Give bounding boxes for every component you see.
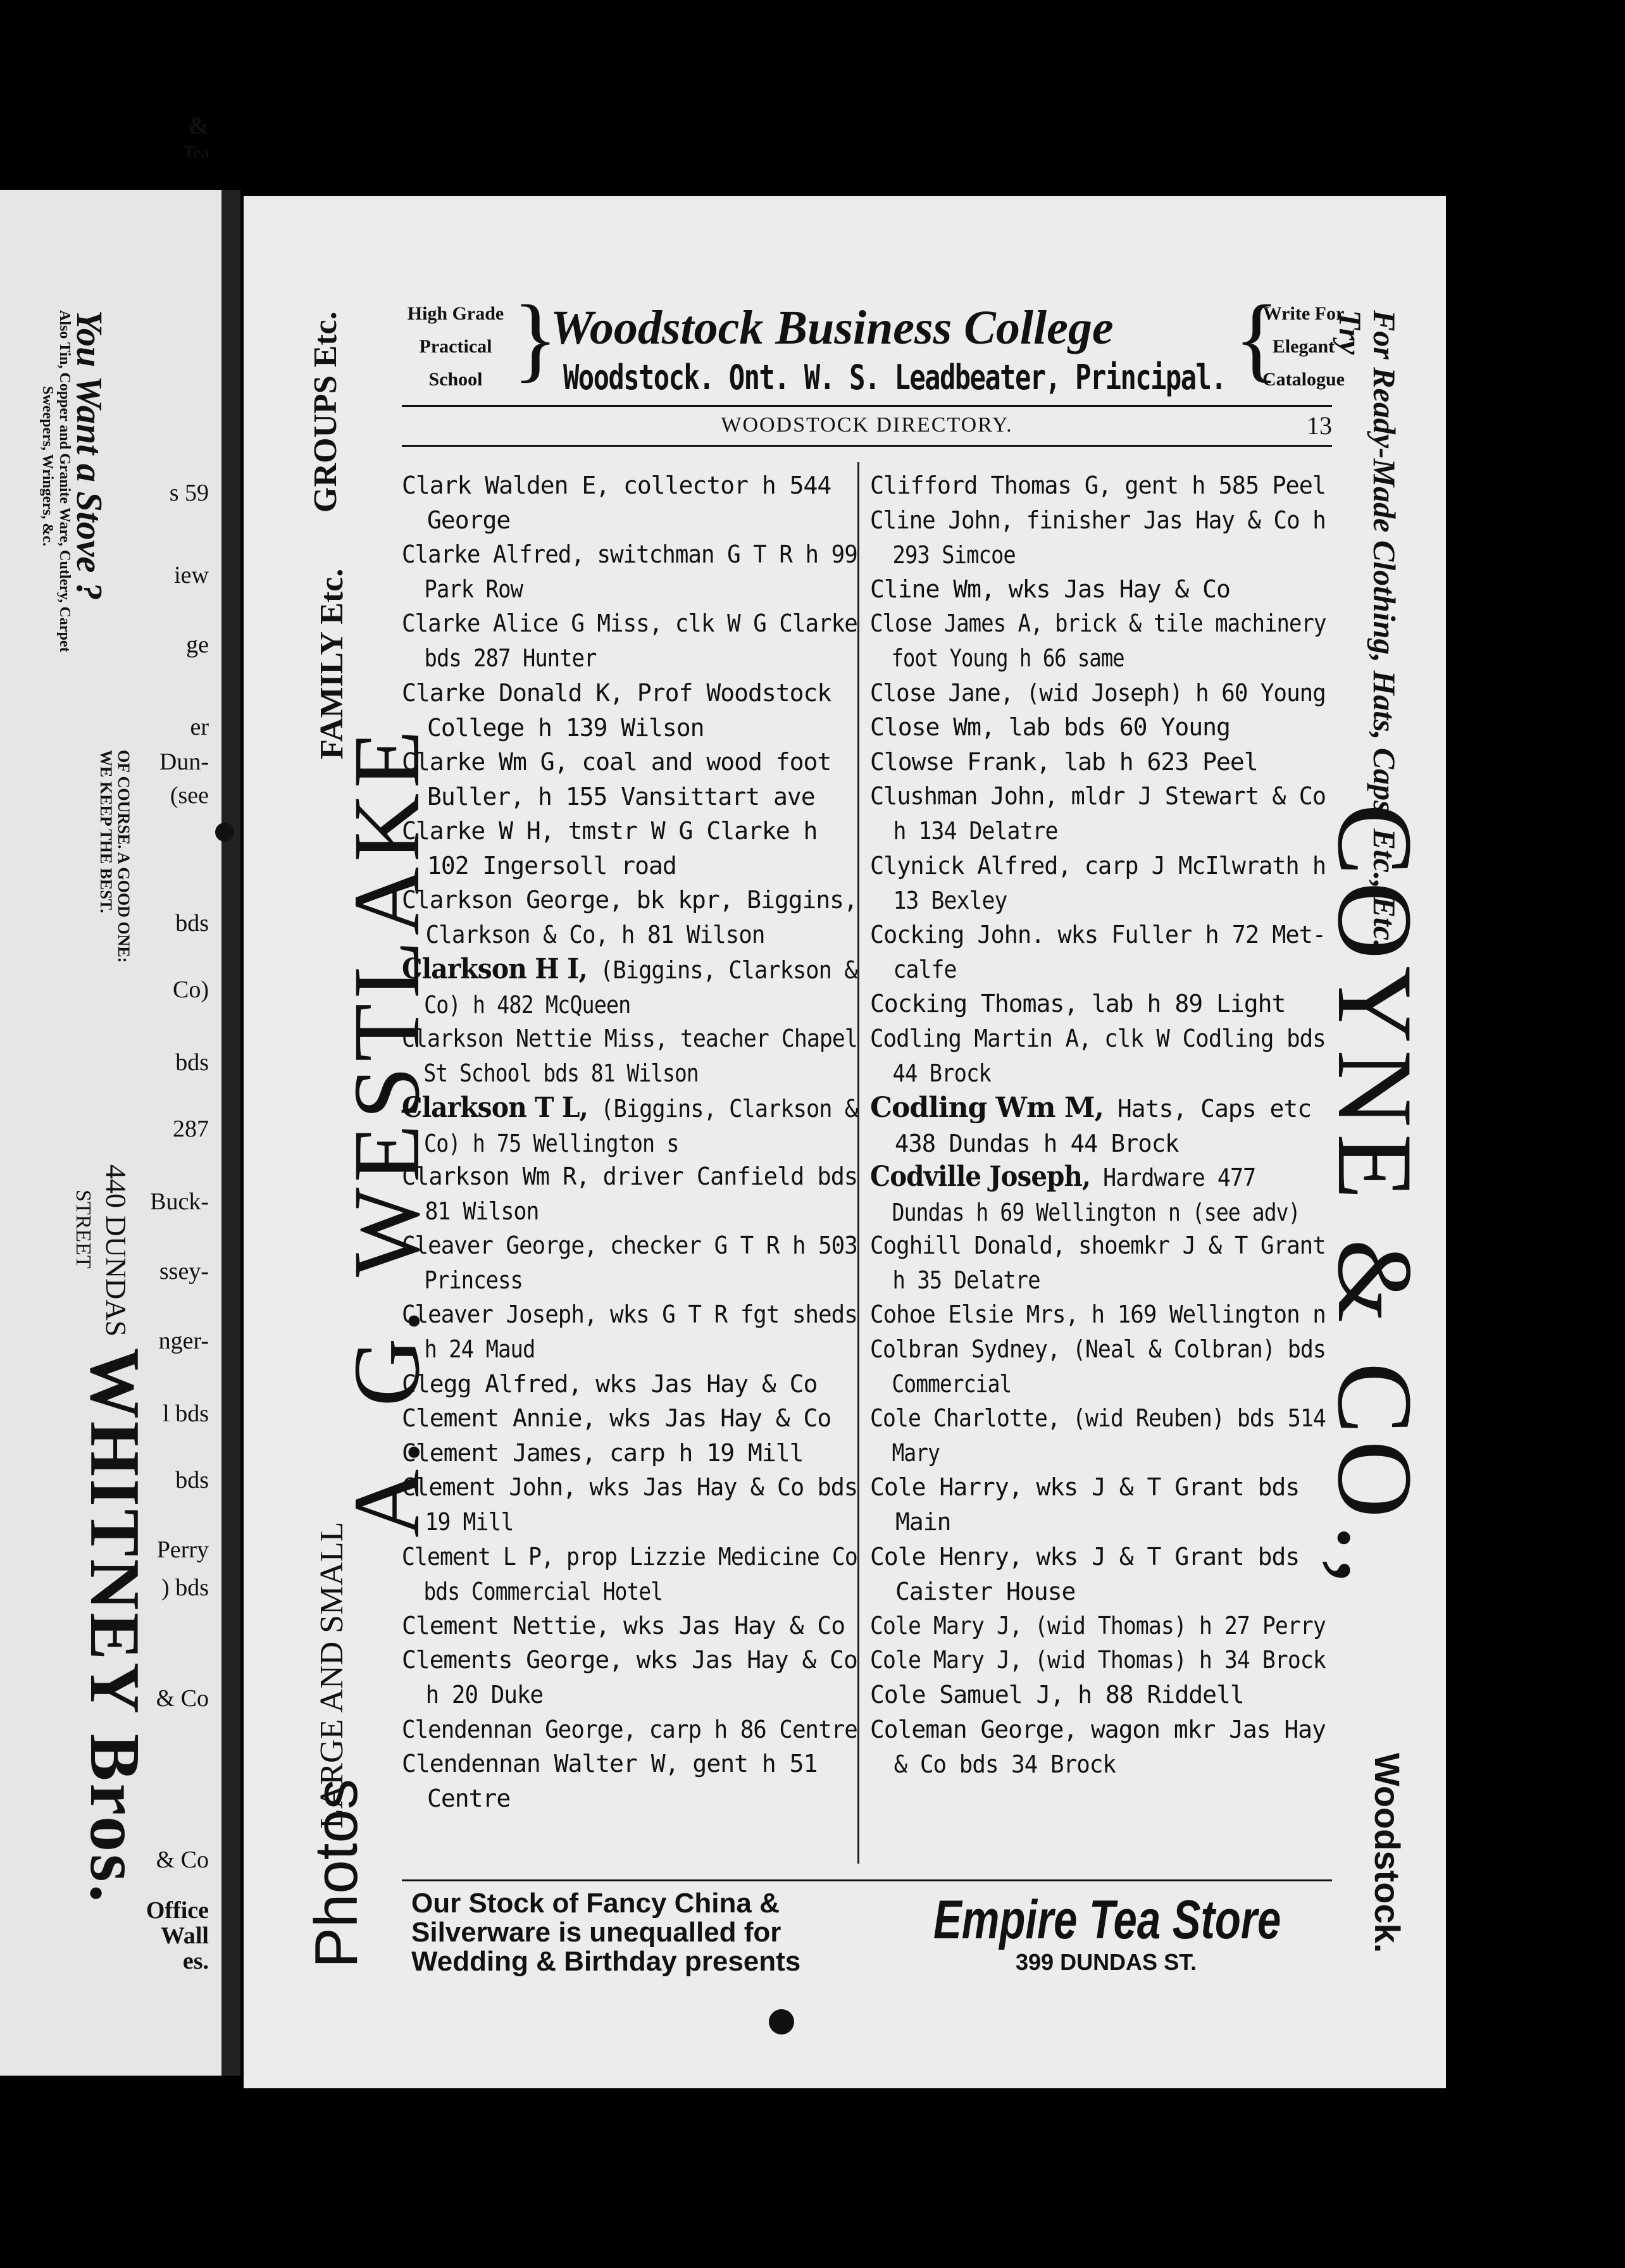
directory-entry [870, 1228, 1355, 1298]
directory-entry [870, 1090, 1311, 1161]
entry-line-2: Park Row [424, 575, 523, 604]
directory-entry [402, 1712, 887, 1747]
left-brace: } [513, 286, 558, 391]
entry-line-1: Clarke Alfred, switchman G T R h 99 [402, 540, 857, 569]
college-advertisement [402, 286, 1345, 399]
directory-entry [870, 1401, 1369, 1471]
ink-blot [769, 2009, 794, 2034]
entry-line-1 [402, 1090, 857, 1126]
entry-line-2: 13 Bexley [893, 886, 1007, 914]
directory-entry [870, 1712, 1327, 1782]
entry-line-2: & Co bds 34 Brock [893, 1750, 1116, 1778]
facing-page-fragment: ) bds [161, 1574, 209, 1601]
facing-page-fragment: Wall [160, 1922, 209, 1949]
directory-entry [402, 1297, 887, 1367]
directory-entry [402, 1643, 859, 1712]
entry-bold-name: Clarkson H I, [402, 953, 587, 986]
entry-line-2: bds 287 Hunter [424, 644, 597, 673]
entry-line-2: College h 139 Wilson [427, 713, 704, 742]
entry-line-2: h 134 Delatre [893, 817, 1058, 845]
entry-line-2: 81 Wilson [425, 1197, 539, 1225]
running-title: WOODSTOCK DIRECTORY. [721, 413, 1013, 437]
directory-entry [402, 1367, 817, 1402]
entry-line-2: 293 Simcoe [892, 540, 1016, 569]
entry-line-2: 19 Mill [425, 1508, 514, 1536]
directory-entry [870, 1159, 1366, 1230]
china-ad-line: Silverware is unequalled for [411, 1917, 781, 1948]
entry-line-1: Clarkson George, bk kpr, Biggins, [402, 886, 857, 914]
entry-line-1: Close Wm, lab bds 60 Young [870, 713, 1230, 742]
tea-store-address: 399 DUNDAS ST. [1016, 1949, 1197, 1975]
directory-entry [870, 1643, 1369, 1678]
column-divider [857, 462, 859, 1864]
entry-line-1: Coleman George, wagon mkr Jas Hay [870, 1715, 1326, 1743]
coyne-tagline: For Ready-Made Clothing, Hats, Caps, Etc., Etc. Try [1333, 310, 1402, 949]
facing-page-fragment: bds [175, 1049, 209, 1076]
entry-line-1: Cline Wm, wks Jas Hay & Co [870, 575, 1230, 603]
entry-line-2: Commercial [892, 1370, 1012, 1398]
directory-entry [402, 1747, 817, 1816]
directory-entry [870, 468, 1341, 503]
directory-entry [402, 883, 859, 952]
entry-line-1-rest: (Biggins, Clarkson & [587, 956, 857, 985]
stove-ad-subline-1: Also Tin, Copper and Granite Ware, Cutlery, Carpet [56, 310, 73, 652]
college-right-line: Catalogue [1262, 369, 1345, 390]
stove-ad-address: 440 DUNDAS [100, 1164, 132, 1337]
facing-page-fragment: Tea [183, 143, 209, 163]
directory-entry [870, 1470, 1299, 1540]
college-right-line: Write For [1262, 303, 1345, 324]
directory-entry [870, 779, 1341, 849]
entry-line-2: Main [895, 1508, 951, 1536]
entry-line-2: h 35 Delatre [892, 1266, 1040, 1295]
china-ad-line: Our Stock of Fancy China & [411, 1888, 780, 1919]
westlake-family: FAMILY Etc. [314, 568, 350, 759]
directory-entry [870, 1609, 1369, 1643]
college-left-line: Practical [419, 336, 492, 357]
directory-entry [870, 849, 1341, 918]
stove-ad-firm: WHITNEY Bros. [75, 1348, 154, 1905]
entry-line-2: calfe [893, 955, 957, 983]
entry-line-1: Clement L P, prop Lizzie Medicine Co [402, 1542, 857, 1571]
entry-line-1 [402, 952, 857, 988]
directory-entry [402, 1021, 900, 1091]
entry-line-1: Colbran Sydney, (Neal & Colbran) bds [870, 1335, 1326, 1363]
entry-line-1: Clarke Wm G, coal and wood foot [402, 747, 831, 776]
tea-store-name: Empire Tea Store [933, 1890, 1281, 1950]
entry-line-1: Cohoe Elsie Mrs, h 169 Wellington n [870, 1300, 1326, 1329]
facing-page-fragment: bds [175, 1467, 209, 1493]
directory-entry [402, 952, 892, 1023]
college-right-line: Elegant [1272, 336, 1335, 357]
directory-entry [402, 1401, 831, 1436]
entry-line-2: Centre [427, 1785, 511, 1813]
directory-entry [870, 710, 1230, 745]
facing-page-fragment: (see [170, 782, 209, 809]
entry-line-1: Clement James, carp h 19 Mill [402, 1438, 804, 1467]
entry-line-2: Princess [424, 1266, 523, 1295]
westlake-name: A. G. WESTLAKE [334, 725, 439, 1538]
entry-line-1: Cole Henry, wks J & T Grant bds [870, 1542, 1300, 1571]
directory-entry [870, 572, 1230, 607]
directory-page [244, 196, 1446, 2088]
facing-page-fragment: er [190, 714, 209, 740]
entry-line-2: Co) h 482 McQueen [424, 991, 631, 1019]
directory-entry [402, 1436, 803, 1471]
directory-entry [870, 606, 1382, 676]
directory-entry [870, 918, 1341, 987]
directory-entry [402, 814, 817, 883]
entry-line-1: Clarke W H, tmstr W G Clarke h [402, 817, 818, 845]
entry-line-1: Clement Annie, wks Jas Hay & Co [402, 1404, 831, 1433]
entry-line-1: Clarke Alice G Miss, clk W G Clarke [402, 609, 857, 638]
directory-entry [870, 1021, 1355, 1091]
entry-line-2: Caister House [895, 1577, 1076, 1605]
entry-line-2: 438 Dundas h 44 Brock [895, 1129, 1179, 1157]
entry-line-2: foot Young h 66 same [891, 644, 1124, 673]
directory-entry [870, 1332, 1369, 1402]
facing-page-fragment: ge [186, 632, 209, 658]
directory-entry [870, 503, 1355, 573]
directory-entry [402, 1540, 900, 1609]
ink-blot [215, 823, 234, 842]
facing-page-fragment: & Co [156, 1847, 209, 1873]
entry-line-1-rest: Hats, Caps etc [1103, 1094, 1312, 1123]
entry-line-1: Close Jane, (wid Joseph) h 60 Young [870, 678, 1326, 707]
directory-entry [402, 468, 831, 538]
directory-entry [870, 1678, 1244, 1712]
directory-entry [402, 676, 831, 745]
facing-page-fragment: Office [146, 1897, 209, 1924]
college-principal-line: Woodstock. Ont. W. S. Leadbeater, Principal. [563, 358, 1226, 397]
stove-ad-note-1: OF COURSE. A GOOD ONE: [115, 750, 133, 963]
entry-line-1: Cocking John. wks Fuller h 72 Met- [870, 920, 1326, 949]
entry-line-1: Cole Mary J, (wid Thomas) h 34 Brock [870, 1646, 1326, 1674]
running-head [402, 405, 1332, 447]
facing-page-fragment: es. [182, 1948, 209, 1974]
entry-line-1: Clarkson Nettie Miss, teacher Chapel [402, 1024, 857, 1052]
bottom-rule [402, 1879, 1332, 1881]
facing-page-fragment: bds [175, 910, 209, 937]
entry-line-1: Clarke Donald K, Prof Woodstock [402, 678, 831, 707]
entry-line-1: Cole Mary J, (wid Thomas) h 27 Perry [870, 1611, 1326, 1640]
entry-line-2: bds Commercial Hotel [423, 1577, 663, 1605]
entry-line-1: Cole Samuel J, h 88 Riddell [870, 1681, 1244, 1709]
directory-entry [402, 1159, 873, 1229]
china-ad-line: Wedding & Birthday presents [411, 1946, 801, 1977]
entry-bold-name: Codling Wm M, [870, 1091, 1104, 1124]
directory-entry [402, 537, 887, 607]
entry-line-1: Clegg Alfred, wks Jas Hay & Co [402, 1369, 818, 1398]
entry-line-1: Cline John, finisher Jas Hay & Co h [870, 506, 1326, 534]
coyne-town: Woodstock. [1367, 1753, 1407, 1953]
stove-ad-street: STREET [72, 1190, 95, 1269]
facing-page-fragment: iew [174, 562, 209, 589]
entry-line-2: 102 Ingersoll road [427, 852, 676, 880]
entry-line-1: Clement Nettie, wks Jas Hay & Co [402, 1611, 845, 1640]
entry-line-1: Close James A, brick & tile machinery [870, 609, 1326, 638]
entry-line-1: Cleaver George, checker G T R h 503 [402, 1231, 857, 1260]
entry-line-1-rest: (Biggins, Clarkson & [587, 1094, 858, 1123]
entry-line-2: St School bds 81 Wilson [423, 1059, 699, 1087]
facing-page-fragment: nger- [158, 1328, 209, 1354]
facing-page-fragment: Perry [156, 1536, 209, 1563]
facing-page-fragment: ssey- [159, 1258, 209, 1285]
directory-entry [402, 745, 831, 814]
entry-line-1: Cole Charlotte, (wid Reuben) bds 514 [870, 1404, 1326, 1433]
college-left-line: High Grade [407, 303, 504, 324]
directory-entry [402, 1228, 887, 1298]
entry-line-2: 44 Brock [892, 1059, 991, 1087]
facing-page-fragment: Co) [173, 976, 209, 1003]
westlake-groups: GROUPS Etc. [308, 311, 344, 513]
directory-entry [870, 1540, 1299, 1609]
directory-entry [402, 1470, 873, 1540]
directory-entry [402, 1090, 893, 1161]
entry-line-1: Clendennan Walter W, gent h 51 [402, 1750, 818, 1778]
stove-ad-headline: You Want a Stove ? [69, 310, 110, 601]
entry-line-1: Clynick Alfred, carp J McIlwrath h [870, 851, 1326, 880]
right-brace: { [1234, 286, 1279, 391]
entry-line-1: Cocking Thomas, lab h 89 Light [870, 990, 1286, 1018]
entry-bold-name: Codville Joseph, [870, 1161, 1091, 1193]
directory-entry [402, 606, 887, 676]
facing-page-fragment: & [189, 113, 209, 139]
facing-page-fragment: l bds [163, 1400, 209, 1427]
facing-page-fragment: Buck- [150, 1188, 209, 1215]
entry-line-1: Cleaver Joseph, wks G T R fgt sheds [402, 1300, 857, 1329]
entry-line-2: h 24 Maud [424, 1335, 535, 1364]
entry-line-1: Clendennan George, carp h 86 Centre [402, 1715, 857, 1743]
directory-entry [870, 987, 1285, 1021]
entry-bold-name: Clarkson T L, [402, 1091, 588, 1124]
entry-line-1: Clifford Thomas G, gent h 585 Peel [870, 471, 1326, 499]
college-name: Woodstock Business College [551, 301, 1114, 354]
entry-line-1: Clushman John, mldr J Stewart & Co [870, 782, 1326, 811]
facing-page-fragment: & Co [156, 1685, 209, 1712]
facing-page-left [0, 113, 221, 2076]
entry-line-2: Clarkson & Co, h 81 Wilson [425, 921, 765, 949]
entry-line-1: Clement John, wks Jas Hay & Co bds [402, 1473, 858, 1502]
entry-line-1: Clarkson Wm R, driver Canfield bds [402, 1162, 858, 1190]
entry-line-1: Coghill Donald, shoemkr J & T Grant [870, 1231, 1326, 1260]
entry-line-1 [870, 1090, 1311, 1126]
facing-page-fragment: Dun- [159, 749, 209, 775]
entry-line-1: Cole Harry, wks J & T Grant bds [870, 1473, 1300, 1502]
westlake-large-small: LARGE AND SMALL [314, 1521, 350, 1829]
entry-line-1: Clowse Frank, lab h 623 Peel [870, 747, 1258, 776]
entry-line-2: Buller, h 155 Vansittart ave [427, 782, 815, 811]
directory-entry [402, 1609, 845, 1643]
directory-entry [870, 1297, 1355, 1332]
page-gutter [221, 190, 240, 2076]
stove-ad-subline-2: Sweepers, Wringers, &c. [39, 386, 56, 547]
entry-line-1: Clements George, wks Jas Hay & Co [402, 1646, 857, 1674]
entry-line-2: Dundas h 69 Wellington n (see adv) [892, 1199, 1300, 1226]
directory-entry [870, 745, 1258, 780]
entry-line-1: Codling Martin A, clk W Codling bds [870, 1024, 1326, 1052]
facing-page-fragment: s 59 [169, 480, 209, 506]
directory-entry [870, 676, 1355, 711]
college-left-line: School [428, 369, 483, 390]
entry-line-2: Mary [892, 1439, 940, 1467]
page-number: 13 [1307, 411, 1332, 440]
entry-line-1 [870, 1159, 1326, 1195]
coyne-name: COYNE & CO., [1316, 804, 1435, 1591]
entry-line-2: George [427, 506, 511, 534]
stove-ad-note-2: WE KEEP THE BEST. [97, 750, 115, 913]
entry-line-2: h 20 Duke [425, 1681, 544, 1709]
entry-line-1: Clark Walden E, collector h 544 [402, 471, 831, 499]
college-left-box [402, 297, 509, 396]
westlake-photos: Photos [302, 1779, 370, 1968]
facing-page-fragment: 287 [173, 1116, 209, 1142]
entry-line-2: Co) h 75 Wellington s [424, 1129, 679, 1157]
entry-line-1-rest: Hardware 477 [1090, 1164, 1256, 1192]
china-advertisement [411, 1889, 930, 1976]
